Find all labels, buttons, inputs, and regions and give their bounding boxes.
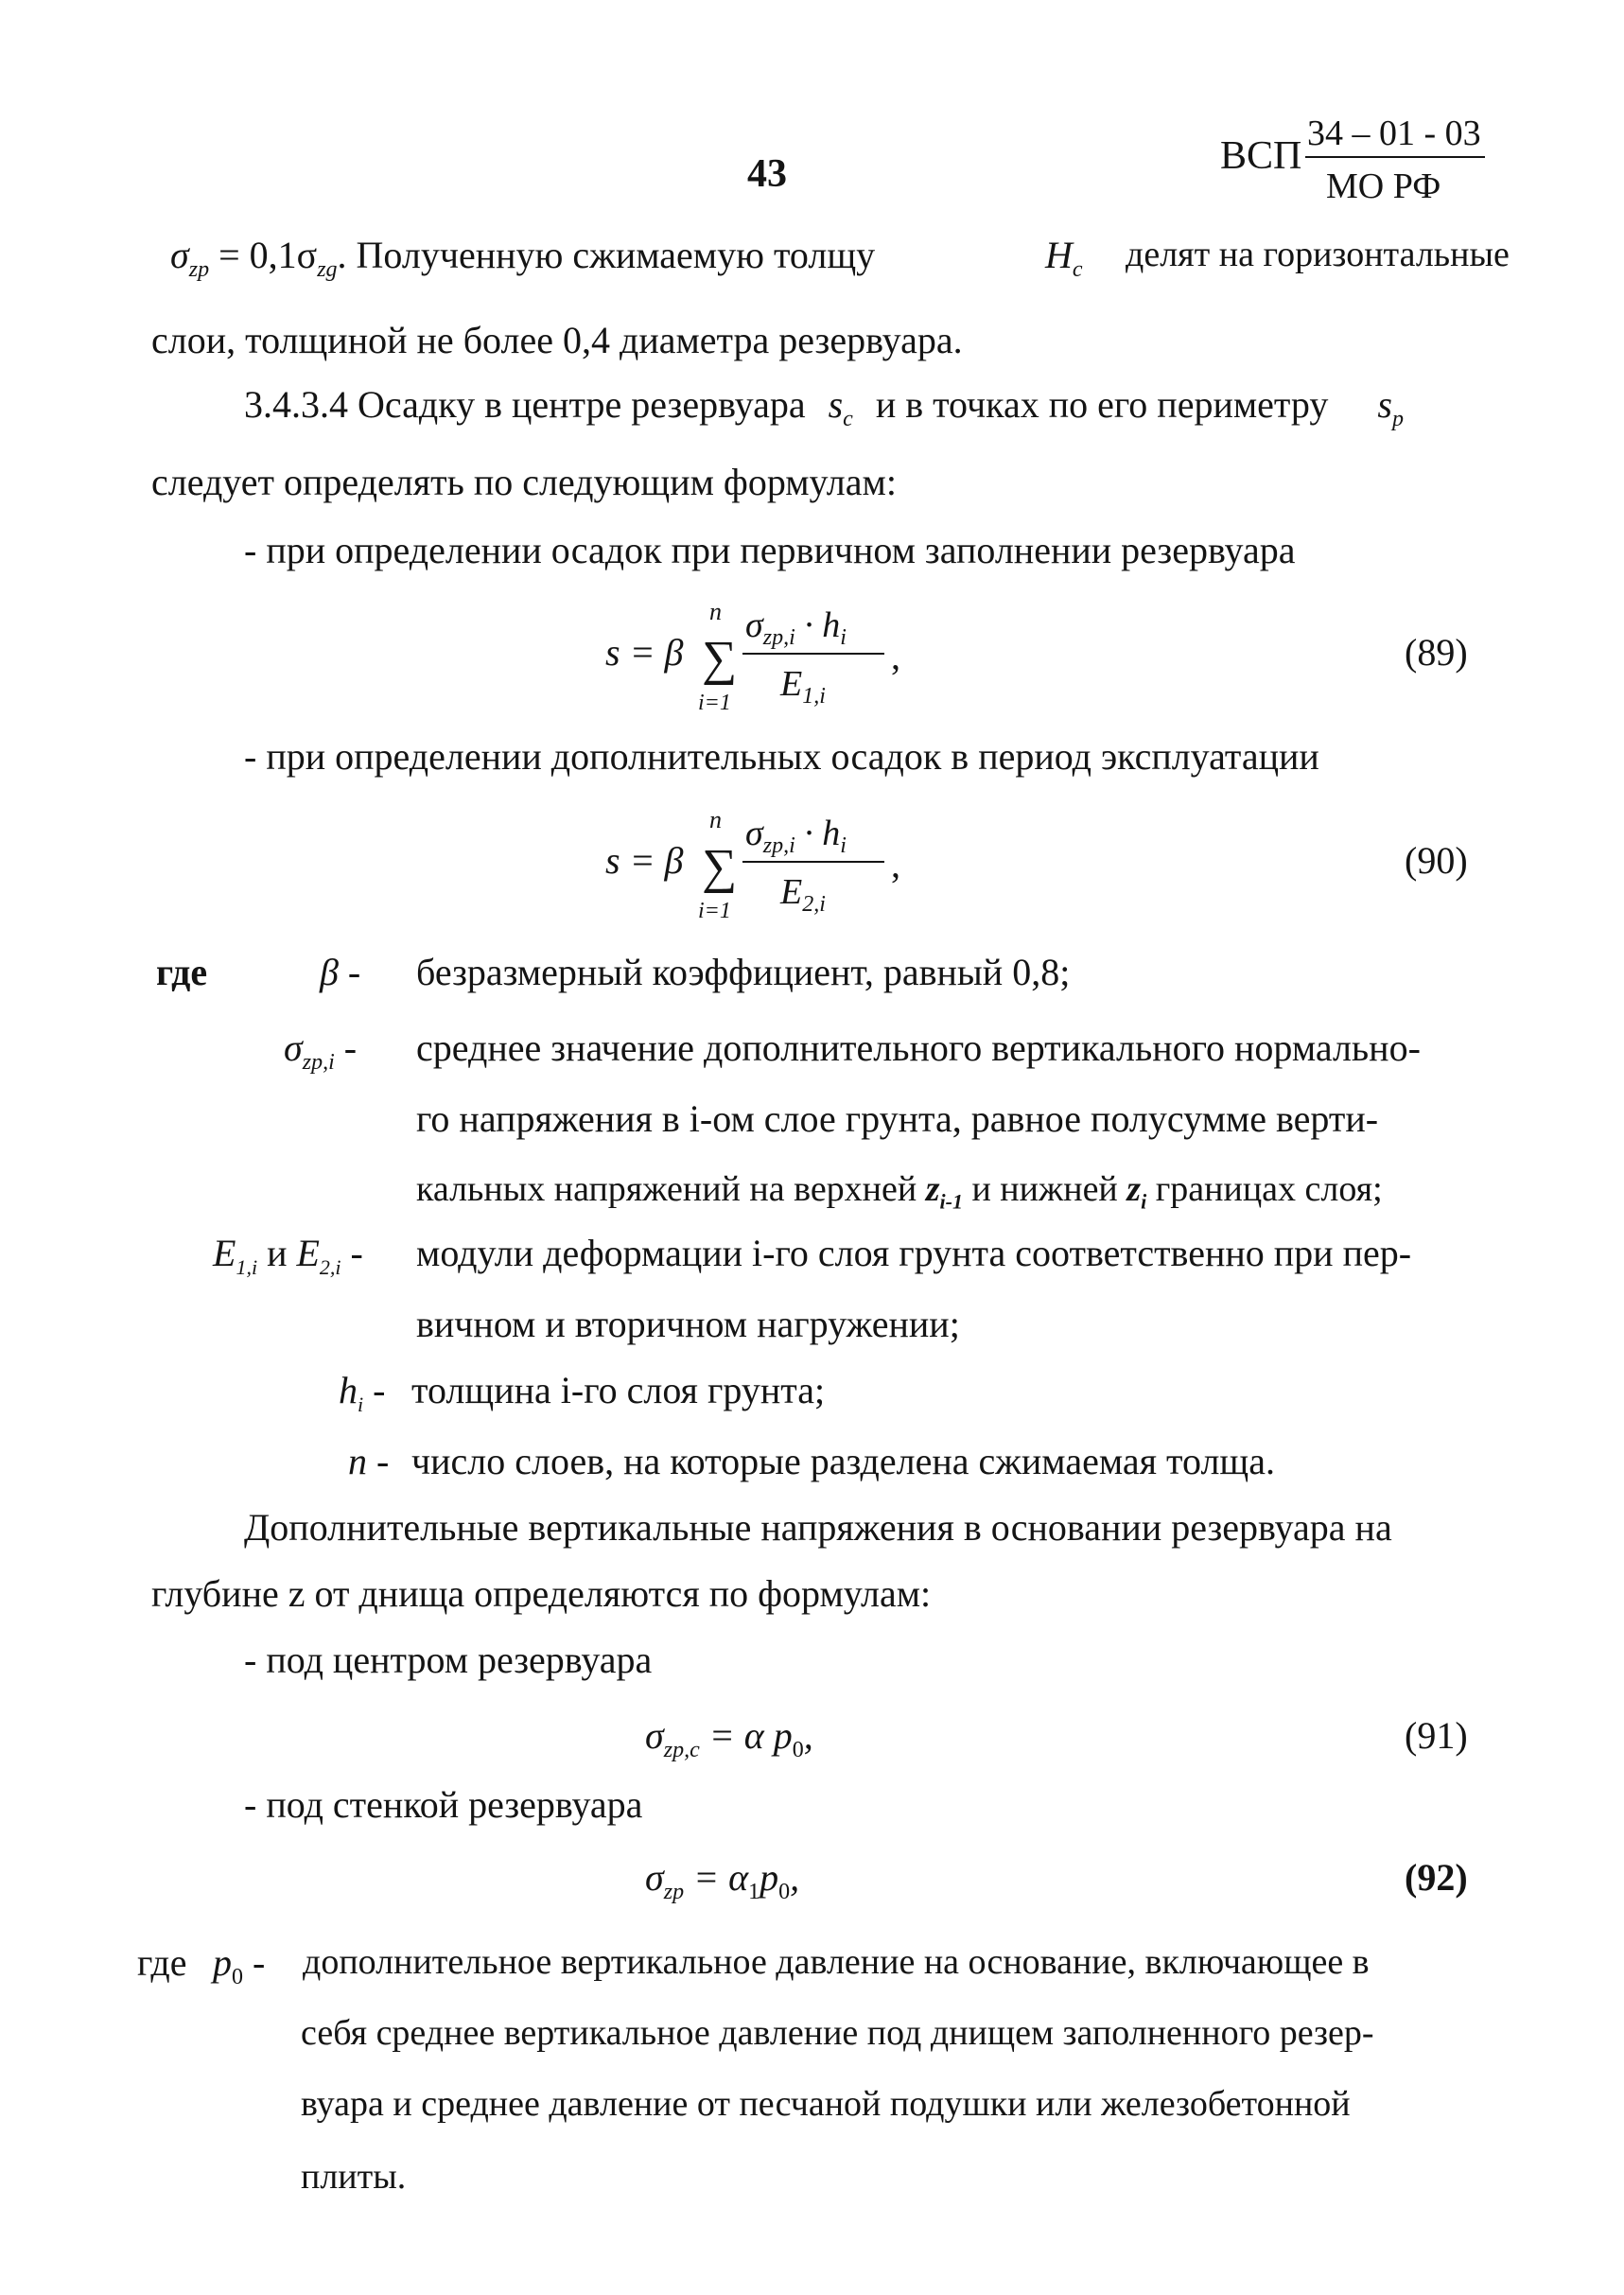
legend-text-modulus-line-2: вичном и вторичном нагружении; [416, 1303, 960, 1345]
formula-89-denominator: $E_{1,i}$ [780, 664, 826, 709]
sc-subscript: c [843, 407, 853, 431]
case-operation: - при определении дополнительных осадок в период эксплуатации [244, 735, 1319, 778]
p0-where: где [137, 1941, 187, 1984]
formula-90-comma: , [891, 843, 900, 885]
legend-symbol-h: $h_i$ - [339, 1369, 386, 1416]
stress-para-line-2: глубине z от днища определяются по формулам: [151, 1572, 932, 1615]
legend-text-n: число слоев, на которые разделена сжимаемая толща. [411, 1440, 1275, 1482]
sigma-zg-subscript: zg [317, 257, 338, 282]
legend-symbol-modulus: $E_{1,i}$ и $E_{2,i}$ - [213, 1232, 363, 1279]
legend-text-sigma-line-3: кальных напряжений на верхней $z_{i-1}$ и нижней $z_i$ границах слоя; [416, 1169, 1383, 1214]
section-text-b: и в точках по его периметру [875, 383, 1329, 426]
legend-symbol-sigma-zpi: $\sigma_{zp,i}$ - [284, 1026, 358, 1075]
formula-91-number: (91) [1405, 1714, 1468, 1757]
intro-line-2: слои, толщиной не более 0,4 диаметра резервуара. [151, 319, 963, 361]
sigma-zp-subscript: zp [188, 257, 210, 282]
formula-89-number: (89) [1405, 631, 1468, 674]
legend-where: где [156, 951, 208, 993]
intro-line-1-right [1045, 234, 1083, 282]
p0-def-line-3: вуара и среднее давление от песчаной подушки или железобетонной [301, 2084, 1351, 2124]
formula-89-lhs: s = β [605, 631, 684, 674]
document-code-top: 34 – 01 - 03 [1307, 114, 1481, 153]
formula-89-sum: ∑ [702, 632, 738, 686]
formula-90-number: (90) [1405, 839, 1468, 882]
legend-text-sigma-line-2: го напряжения в i-ом слое грунта, равное полусумме верти- [416, 1097, 1379, 1140]
document-code-bottom: МО РФ [1326, 166, 1441, 206]
p0-symbol: $p_0$ - [213, 1941, 266, 1989]
legend-text-h: толщина i-го слоя грунта; [411, 1369, 826, 1411]
formula-90-sum: ∑ [702, 840, 738, 894]
sc-symbol: s [828, 383, 844, 426]
document-code [1220, 115, 1494, 210]
formula-90 [596, 809, 927, 932]
formula-89-numerator: $\sigma_{zp,i} \cdot h_i$ [745, 605, 847, 650]
document-code-fraction-line [1305, 156, 1485, 158]
formula-90-denominator: $E_{2,i}$ [780, 872, 826, 917]
formula-90-numerator: $\sigma_{zp,i} \cdot h_i$ [745, 814, 847, 858]
case-center: - под центром резервуара [244, 1638, 653, 1681]
case-primary-filling: - при определении осадок при первичном заполнении резервуара [244, 529, 1296, 571]
hc-symbol: H [1045, 234, 1073, 276]
formula-89 [596, 601, 927, 724]
legend-text-sigma-line-1: среднее значение дополнительного вертикального нормально- [416, 1026, 1421, 1069]
legend-symbol-n: n - [348, 1440, 390, 1482]
formula-90-lhs: s = β [605, 839, 684, 882]
stress-para-line-1: Дополнительные вертикальные напряжения в основании резервуара на [244, 1506, 1392, 1549]
section-text-a: 3.4.3.4 Осадку в центре резервуара [244, 383, 806, 426]
case-wall: - под стенкой резервуара [244, 1783, 643, 1826]
section-line-1 [244, 383, 1404, 431]
formula-91: $\sigma_{zp,c} = \alpha$ $p_0$, [645, 1714, 813, 1762]
formula-89-upper: n [709, 601, 722, 625]
sp-subscript: p [1391, 407, 1404, 431]
intro-line-1-end: делят на горизонтальные [1126, 235, 1510, 274]
formula-92: $\sigma_{zp} = \alpha_1p_0$, [645, 1856, 800, 1904]
intro-line-1 [170, 234, 876, 282]
legend-text-beta: безразмерный коэффициент, равный 0,8; [416, 951, 1071, 993]
p0-def-line-1: дополнительное вертикальное давление на основание, включающее в [303, 1942, 1370, 1982]
p0-def-line-2: себя среднее вертикальное давление под днищем заполненного резер- [301, 2013, 1374, 2053]
document-code-prefix: ВСП [1220, 134, 1302, 178]
legend-text-modulus-line-1: модули деформации i-го слоя грунта соответственно при пер- [416, 1232, 1412, 1274]
hc-subscript: c [1072, 257, 1083, 282]
formula-90-upper: n [709, 809, 722, 833]
sp-symbol: s [1377, 383, 1392, 426]
page-number: 43 [747, 152, 787, 196]
formula-equals: = 0,1σ [209, 234, 318, 276]
formula-89-lower: i=1 [698, 691, 731, 715]
formula-89-comma: , [891, 635, 900, 677]
section-line-2: следует определять по следующим формулам: [151, 461, 897, 503]
p0-def-line-4: плиты. [301, 2157, 407, 2197]
formula-92-number: (92) [1405, 1856, 1468, 1899]
intro-text: . Полученную сжимаемую толщу [337, 234, 876, 276]
sigma-zp-symbol: σ [170, 234, 189, 276]
legend-symbol-beta: β - [320, 951, 361, 993]
formula-90-lower: i=1 [698, 899, 731, 923]
